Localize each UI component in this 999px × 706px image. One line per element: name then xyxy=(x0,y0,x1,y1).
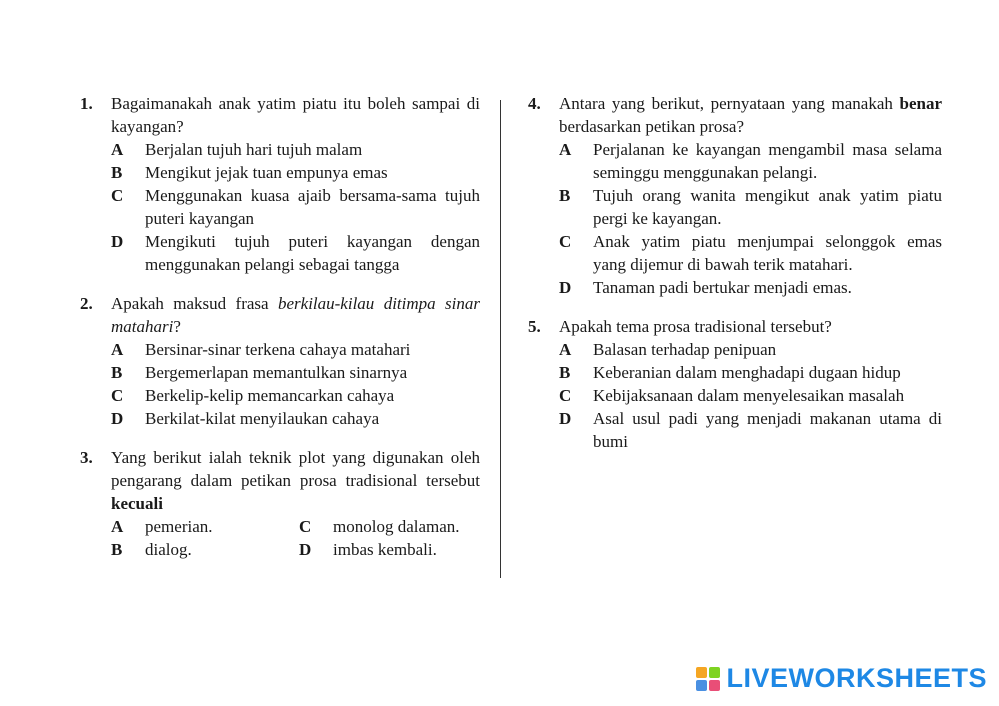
option-a[interactable] xyxy=(80,338,480,361)
question-text: Apakah tema prosa tradisional tersebut? xyxy=(559,317,832,336)
option-text: Mengikut jejak tuan empunya emas xyxy=(145,163,388,182)
question-phrase: berkilau-kilau ditimpa sinar matahari xyxy=(111,294,480,336)
option-letter: C xyxy=(559,232,572,251)
option-text: Bergemerlapan memantulkan sinarnya xyxy=(145,363,408,382)
logo-text: LIVEWORKSHEETS xyxy=(726,663,987,693)
option-text: Berkilat-kilat menyilaukan cahaya xyxy=(145,409,380,428)
option-text: Balasan terhadap penipuan xyxy=(593,340,777,359)
option-letter: A xyxy=(111,517,124,536)
option-a[interactable] xyxy=(80,138,480,161)
option-text: pemerian. xyxy=(145,517,213,536)
question-1 xyxy=(80,92,480,276)
option-text: Berjalan tujuh hari tujuh malam xyxy=(145,140,363,159)
logo-square xyxy=(709,667,720,678)
column-divider xyxy=(500,100,501,578)
option-b[interactable] xyxy=(80,361,480,384)
option-c[interactable] xyxy=(528,230,942,276)
option-grid xyxy=(80,515,480,561)
option-text: Keberanian dalam menghadapi dugaan hidup xyxy=(593,363,901,382)
option-d[interactable] xyxy=(80,230,480,276)
option-letter: D xyxy=(559,278,572,297)
question-number: 1. xyxy=(80,94,93,113)
right-column xyxy=(528,92,942,469)
option-text: imbas kembali. xyxy=(333,540,437,559)
option-text: Bersinar-sinar terkena cahaya matahari xyxy=(145,340,411,359)
option-text: Menggunakan kuasa ajaib bersama-sama tujuh puteri kayangan xyxy=(145,186,480,228)
option-d[interactable] xyxy=(528,407,942,453)
option-c[interactable] xyxy=(80,184,480,230)
option-b[interactable] xyxy=(528,361,942,384)
option-letter: B xyxy=(111,363,123,382)
option-text: Tujuh orang wanita mengikut anak yatim piatu pergi ke kayangan. xyxy=(593,186,942,228)
option-letter: C xyxy=(299,517,312,536)
option-letter: B xyxy=(111,163,123,182)
option-letter: C xyxy=(559,386,572,405)
option-b[interactable] xyxy=(111,538,299,561)
option-text: Tanaman padi bertukar menjadi emas. xyxy=(593,278,852,297)
liveworksheets-logo xyxy=(696,663,987,694)
option-letter: B xyxy=(559,363,571,382)
question-text: Bagaimanakah anak yatim piatu itu boleh sampai di kayangan? xyxy=(111,94,480,136)
option-letter: A xyxy=(559,140,572,159)
question-text-part: Yang berikut ialah teknik plot yang digunakan oleh pengarang dalam petikan prosa tradisional tersebut xyxy=(111,448,480,490)
question-number: 3. xyxy=(80,448,93,467)
question-text xyxy=(559,92,942,138)
question-text xyxy=(111,292,480,338)
question-number: 2. xyxy=(80,294,93,313)
question-text-part: Apakah maksud frasa xyxy=(111,294,278,313)
left-column xyxy=(80,92,480,577)
option-text: monolog dalaman. xyxy=(333,517,460,536)
question-2 xyxy=(80,292,480,430)
option-c[interactable] xyxy=(80,384,480,407)
option-letter: A xyxy=(111,340,124,359)
option-c[interactable] xyxy=(528,384,942,407)
question-5 xyxy=(528,315,942,453)
option-letter: A xyxy=(111,140,124,159)
option-text: Kebijaksanaan dalam menyelesaikan masalah xyxy=(593,386,905,405)
option-letter: D xyxy=(299,540,312,559)
option-text: Anak yatim piatu menjumpai selonggok emas yang dijemur di bawah terik matahari. xyxy=(593,232,942,274)
option-letter: B xyxy=(111,540,123,559)
option-b[interactable] xyxy=(80,161,480,184)
question-text-part: berdasarkan petikan prosa? xyxy=(559,117,745,136)
option-d[interactable] xyxy=(80,407,480,430)
option-text: Mengikuti tujuh puteri kayangan dengan menggunakan pelangi sebagai tangga xyxy=(145,232,480,274)
logo-squares-icon xyxy=(696,667,720,691)
option-d[interactable] xyxy=(528,276,942,299)
option-text: dialog. xyxy=(145,540,192,559)
question-emphasis: kecuali xyxy=(111,494,163,513)
option-d[interactable] xyxy=(299,538,479,561)
option-letter: D xyxy=(559,409,572,428)
question-4 xyxy=(528,92,942,299)
option-letter: D xyxy=(111,232,124,251)
option-a[interactable] xyxy=(528,338,942,361)
option-text: Asal usul padi yang menjadi makanan utama di bumi xyxy=(593,409,942,451)
option-letter: C xyxy=(111,186,124,205)
option-text: Berkelip-kelip memancarkan cahaya xyxy=(145,386,395,405)
option-letter: C xyxy=(111,386,124,405)
option-letter: D xyxy=(111,409,124,428)
question-text-part: Antara yang berikut, pernyataan yang manakah xyxy=(559,94,900,113)
question-number: 4. xyxy=(528,94,541,113)
question-3 xyxy=(80,446,480,561)
question-text-part: ? xyxy=(173,317,181,336)
question-number: 5. xyxy=(528,317,541,336)
question-text xyxy=(111,446,480,515)
logo-square xyxy=(709,680,720,691)
option-letter: A xyxy=(559,340,572,359)
option-text: Perjalanan ke kayangan mengambil masa selama seminggu menggunakan pelangi. xyxy=(593,140,942,182)
option-c[interactable] xyxy=(299,515,479,538)
option-letter: B xyxy=(559,186,571,205)
logo-square xyxy=(696,680,707,691)
option-a[interactable] xyxy=(528,138,942,184)
logo-square xyxy=(696,667,707,678)
option-a[interactable] xyxy=(111,515,299,538)
question-emphasis: benar xyxy=(899,94,942,113)
option-b[interactable] xyxy=(528,184,942,230)
